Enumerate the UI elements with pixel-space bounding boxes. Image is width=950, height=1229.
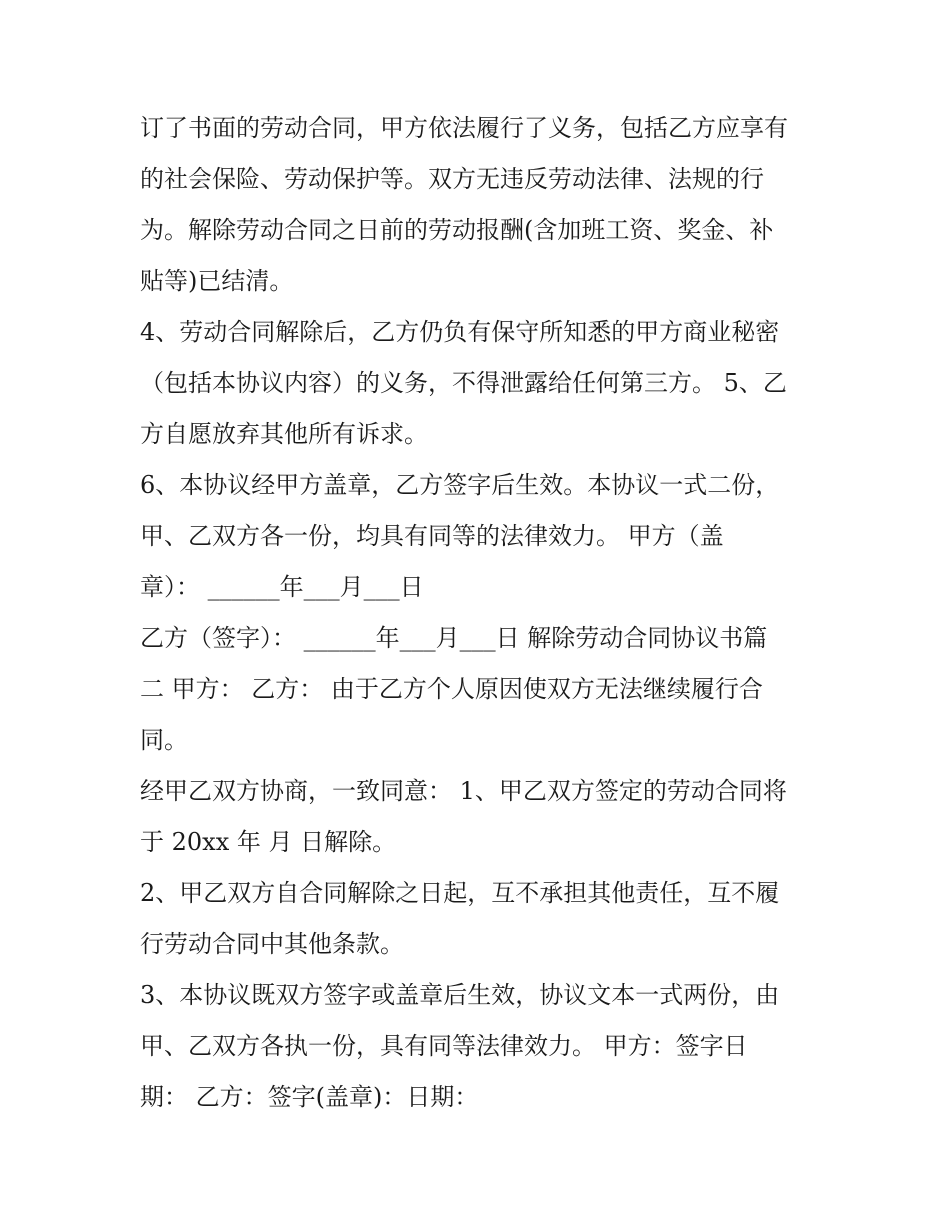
text-line: 同。	[140, 726, 188, 754]
text-line: 方自愿放弃其他所有诉求。	[140, 420, 428, 448]
text-line: 2、甲乙双方自合同解除之日起，互不承担其他责任，互不履	[140, 879, 780, 907]
text-line: 章）： ______年___月___日	[140, 573, 424, 601]
text-line: 二 甲方： 乙方： 由于乙方个人原因使双方无法继续履行合	[140, 675, 763, 703]
text-line: 为。解除劳动合同之日前的劳动报酬(含加班工资、奖金、补	[140, 216, 774, 244]
text-line: 行劳动合同中其他条款。	[140, 930, 404, 958]
text-line: 6、本协议经甲方盖章，乙方签字后生效。本协议一式二份，	[140, 471, 780, 499]
text-line: 甲、乙双方各一份，均具有同等的法律效力。 甲方（盖	[140, 522, 724, 550]
text-line: 经甲乙双方协商，一致同意： 1、甲乙双方签定的劳动合同将	[140, 777, 787, 805]
text-line: 的社会保险、劳动保护等。双方无违反劳动法律、法规的行	[140, 165, 764, 193]
text-line: 贴等)已结清。	[140, 267, 294, 295]
text-line: 4、劳动合同解除后，乙方仍负有保守所知悉的甲方商业秘密	[140, 318, 780, 346]
text-line: 订了书面的劳动合同，甲方依法履行了义务，包括乙方应享有	[140, 114, 788, 142]
text-line: 乙方（签字）： ______年___月___日 解除劳动合同协议书篇	[140, 624, 768, 652]
text-line: （包括本协议内容）的义务，不得泄露给任何第三方。 5、乙	[140, 369, 787, 397]
text-line: 期： 乙方：签字(盖章)：日期：	[140, 1083, 479, 1111]
text-line: 3、本协议既双方签字或盖章后生效，协议文本一式两份，由	[140, 981, 780, 1009]
text-line: 于 20xx 年 月 日解除。	[140, 828, 397, 856]
text-line: 甲、乙双方各执一份，具有同等法律效力。 甲方：签字日	[140, 1032, 748, 1060]
